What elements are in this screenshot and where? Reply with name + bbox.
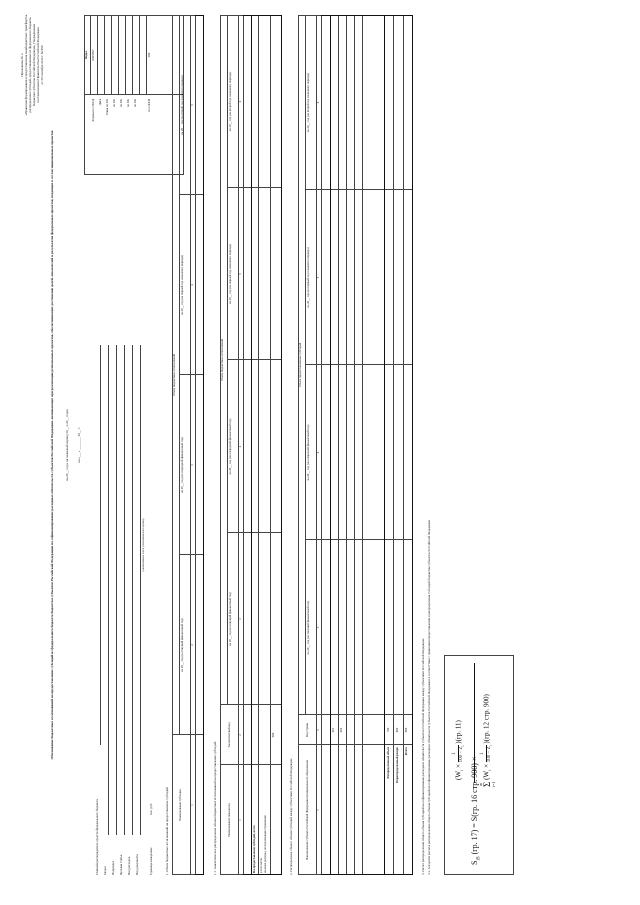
appendix-line: бюджетам субъектов Российской Федерации, утвержденным [32, 23, 36, 107]
section1-1-col-header: на 20__ год (на первый год планового периода) [228, 243, 232, 305]
col-number: 1 [238, 819, 242, 821]
col-number: 6 [238, 100, 242, 103]
form-okud-code: 0505597 [91, 49, 95, 61]
section2-total-label: Итого [404, 747, 408, 756]
field-label: Подраздел [111, 860, 115, 875]
col-number: 5 [316, 276, 320, 279]
section1-1-code-header: Аналитический код [227, 722, 231, 748]
appendix-line: «Правилам формирования и предоставления межбюджетных трансфертов [24, 14, 28, 116]
bk-label: по БК [133, 99, 137, 108]
col-number: 2 [190, 644, 194, 646]
section2-code-header: Код строки [305, 722, 309, 738]
unit-label: Единица измерения: [149, 847, 153, 875]
section3-note: 3.1. Алгоритм расчета распределения общего объема субсидий на софинансирование расходных обязательств субъектов Российской Федерации в соответствии с правилами предоставления и распределения субсидий бюджетам субъектов Российской Федерации [427, 519, 431, 875]
bk-label: по БК [119, 99, 123, 108]
col-number: 3 [238, 618, 242, 620]
section1-col-header: на 20__ год (на второй год планового периода) [180, 75, 184, 135]
field-label: Вид документа [135, 854, 139, 875]
field-label: Главный распорядитель средств федерального бюджета [95, 799, 99, 875]
section2-group-header: Объем предоставляемых субсидий [298, 342, 302, 388]
col-number: 1 [190, 804, 194, 806]
section2-total-code: 700 [386, 727, 390, 733]
section1-1-row-incl: в том числе: [259, 857, 263, 873]
appendix-line: постановлением Правительства Российской Федерации [36, 27, 40, 103]
section1-col-header: на 20__ год (на первый год планового периода) [180, 254, 184, 316]
section2-col-header: на 20__ год (на второй год планового периода) [306, 72, 310, 133]
glava-label: Глава по БК [105, 99, 109, 116]
section3-title: 3. Расчет распределения общего объема субсидий на софинансирование расходных обязательств субъектов Российской Федерации между субъектами Российской Федерации [421, 638, 425, 875]
section2-total-label: Нераспределенный резерв [395, 747, 399, 783]
section2-col-header: на 20__ год (на текущий финансовый год) [306, 600, 310, 655]
section2-total-label: Распределенный объем [386, 747, 390, 779]
section1-title: 1. Объем бюджетных ассигнований на предоставление субсидий [165, 787, 169, 875]
bk-label: по БК [126, 99, 130, 108]
section1-1-col-header: на 20__ год (на очередной финансовый год) [228, 418, 232, 475]
section2-row-code: 001 [331, 727, 335, 733]
unit-value: тыс. руб. [149, 802, 153, 815]
section1-1-col-header: на 20__ год (на текущий финансовый год) [228, 592, 232, 646]
section1-1-row-other: на иные расходы, не подлежащие отражению [263, 815, 267, 873]
col-number: 3 [190, 464, 194, 466]
section1-1-group-header: Объем бюджетных ассигнований [220, 338, 224, 382]
bk-label: по БК [112, 99, 116, 108]
codes-header: Коды [84, 51, 88, 59]
unit-note: (наименование иного уполномоченного органа) [142, 518, 145, 572]
section2-name-header: Наименование субъекта Российской Федерации/муниципального образования [305, 760, 309, 860]
section2-title: 2. Распределение общего объема субсидий между субъектами Российской Федерации [289, 758, 293, 875]
section2-total-code: 800 [395, 727, 399, 733]
section2-row-code: 002 [339, 727, 343, 733]
date-line: на «___» ________ 20__ г. [77, 427, 81, 463]
formula-numerator: ($W_i$ × 1 $100 - Z_i$ )(гр. 11) [452, 720, 465, 780]
formula-lhs: $S_{iS}$ (гр. 17) = S(гр. 16 стр. 900) × [470, 756, 482, 865]
okei-label: по ОКЕИ [147, 99, 151, 112]
appendix-block [20, 5, 44, 125]
section2-col-header: на 20__ год (на первый год планового периода) [306, 247, 310, 308]
col-number: 3 [316, 626, 320, 629]
field-label: Целевая статья [119, 854, 123, 875]
col-number: 5 [238, 273, 242, 275]
section1-name-header: Наименование субсидии [178, 789, 182, 821]
section1-1-col-header: на 20__ год (на второй год планового периода) [228, 71, 232, 132]
appendix-line: от 30 сентября 2014 г. № 999 [40, 45, 44, 85]
col-number: 6 [316, 101, 320, 104]
section1-1-name-header: Наименование показателя [227, 803, 231, 837]
document-title: Обоснование бюджетных ассигнований на предоставление субсидий из федерального бюджета бюджетам субъектов Российской Федерации на софинансирование расходных обязательств субъектов Российской Федерации, возникающих при реализации региональных проектов, обеспечивающих достижение целей, показателей и результатов федеральных проектов, входящих в состав национальных проектов [50, 130, 54, 760]
period-line: на 20__ год и на плановый период 20__ и 20__ годов [65, 409, 69, 481]
formula-denominator: m Σ i=1 ($W_i$ × 1 $100 - Z_i$ )(гр. 12 стр. 900) [478, 694, 496, 787]
field-label: Раздел [103, 865, 107, 875]
form-okud-label: Форма по ОКУД [91, 99, 95, 122]
appendix-line: распределения субсидий, предоставляемых из федерального бюджета [28, 17, 32, 113]
col-number: 5 [190, 104, 194, 106]
col-number: 4 [238, 445, 242, 448]
formula-fraction-bar [474, 663, 475, 783]
date-label: Дата [98, 99, 102, 106]
section2-col-header: на 20__ год (на очередной финансовый год) [306, 424, 310, 481]
section1-group-header: Объем бюджетных ассигнований [172, 353, 176, 397]
col-number: 4 [316, 451, 320, 454]
field-label: Вид расходов [127, 856, 131, 875]
section1-1-row-total: На предоставление субсидий, всего [252, 825, 256, 873]
okei-code: 384 [147, 52, 151, 58]
section1-1-row-code: 900 [271, 732, 275, 738]
appendix-line: Приложение № к [20, 53, 24, 77]
section2-total-code: 900 [404, 727, 408, 733]
col-number: 1 [316, 809, 320, 811]
section1-col-header: на 20__ год (на очередной финансовый год) [180, 437, 184, 493]
col-number: 2 [238, 734, 242, 736]
section1-col-header: на 20__ год (на текущий финансовый год) [180, 618, 184, 672]
section1-table [172, 15, 204, 875]
col-number: 4 [190, 284, 194, 286]
col-number: 2 [316, 729, 320, 731]
section1-1-title: 1.1. Аналитическое распределение объема бюджетных ассигнований на предоставление субсидий [213, 741, 217, 875]
